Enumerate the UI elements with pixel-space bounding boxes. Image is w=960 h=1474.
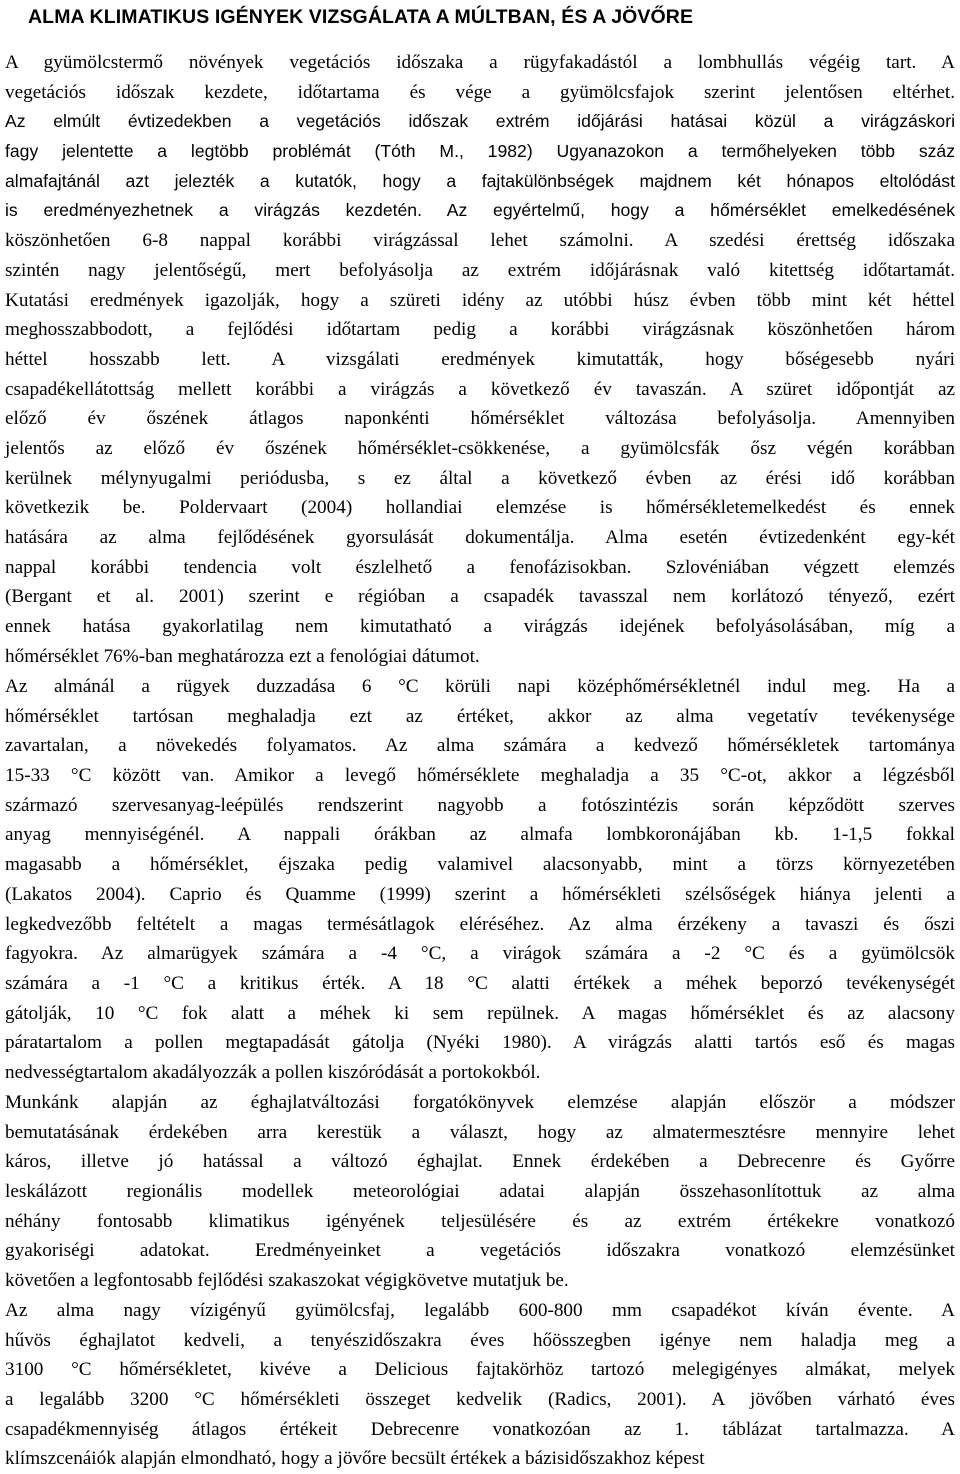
text-line: fagyokra. Az almarügyek számára a -4 °C, a virágok számára a -2 °C és a gyümölcsök: [5, 943, 955, 965]
text-line: nappal korábbi tendencia volt észlelhető a fenofázisokban. Szlovéniában végzett elemzés: [5, 556, 955, 578]
text-line: zavartalan, a növekedés folyamatos. Az alma számára a kedvező hőmérsékletek tartománya: [5, 735, 955, 757]
text-line: páratartalom a pollen megtapadását gátolja (Nyéki 1980). A virágzás alatti tartós eső és magas: [5, 1032, 955, 1054]
text-line: származó szervesanyag-leépülés rendszerint nagyobb a fotószintézis során képződött szerves: [5, 794, 955, 816]
text-line: csapadékmennyiség átlagos értékeit Debrecenre vonatkozóan az 1. táblázat tartalmazza. A: [5, 1418, 955, 1440]
text-line: hőmérséklet 76%-ban meghatározza ezt a fenológiai dátumot.: [5, 645, 480, 667]
text-line: vegetációs időszak kezdete, időtartama és vége a gyümölcsfajok szerint jelentősen eltérhet.: [5, 81, 955, 103]
text-line: kerülnek mélynyugalmi periódusba, s ez által a következő évben az érési idő korábban: [5, 467, 955, 489]
text-line: klímszcenáiók alapján elmondható, hogy a jövőre becsült értékek a bázisidőszakhoz képest: [5, 1448, 705, 1470]
text-line: Kutatási eredmények igazolják, hogy a szüreti idény az utóbbi húsz évben több mint két héttel: [5, 289, 955, 311]
text-line: almafajtánál azt jelezték a kutatók, hogy a fajtakülönbségek majdnem két hónapos eltolódást: [5, 170, 955, 191]
text-line: is eredményezhetnek a virágzás kezdetén. Az egyértelmű, hogy a hőmérséklet emelkedésének: [5, 200, 955, 221]
text-line: Munkánk alapján az éghajlatváltozási forgatókönyvek elemzése alapján először a módszer: [5, 1092, 955, 1113]
text-line: hűvös éghajlatot kedveli, a tenyészidőszakra éves hőösszegben igénye nem haladja meg a: [5, 1329, 955, 1351]
text-line: számára a -1 °C a kritikus érték. A 18 °C alatti értékek a méhek beporzó tevékenységét: [5, 972, 955, 994]
text-line: fagy jelentette a legtöbb problémát (Tóth M., 1982) Ugyanazokon a termőhelyeken több száz: [5, 141, 955, 162]
text-line: gátolják, 10 °C fok alatt a méhek ki sem repülnek. A magas hőmérséklet és az alacsony: [5, 1002, 955, 1024]
text-line: héttel hosszabb lett. A vizsgálati eredmények kimutatták, hogy bőségesebb nyári: [5, 348, 955, 370]
text-line: bemutatásának érdekében arra kerestük a választ, hogy az almatermesztésre mennyire lehet: [5, 1121, 955, 1143]
text-line: következik be. Poldervaart (2004) hollandiai elemzése is hőmérsékletemelkedést és ennek: [5, 497, 955, 519]
text-line: követően a legfontosabb fejlődési szakaszokat végigkövetve mutatjuk be.: [5, 1270, 569, 1292]
text-line: káros, illetve jó hatással a változó éghajlat. Ennek érdekében a Debrecenre és Győrre: [5, 1151, 955, 1173]
text-line: (Bergant et al. 2001) szerint e régióban a csapadék tavasszal nem korlátozó tényező, ezért: [5, 586, 955, 608]
paragraph-3: [5, 1088, 955, 1296]
text-line: meghosszabbodott, a fejlődési időtartam pedig a korábbi virágzásnak köszönhetően három: [5, 319, 955, 341]
text-line: magasabb a hőmérséklet, éjszaka pedig valamivel alacsonyabb, mint a törzs környezetében: [5, 854, 955, 876]
text-line: nedvességtartalom akadályozzák a pollen kiszóródását a portokokból.: [5, 1061, 541, 1083]
text-line: csapadékellátottság mellett korábbi a virágzás a következő év tavaszán. A szüret időpontját az: [5, 378, 955, 400]
text-line: hatására az alma fejlődésének gyorsulását dokumentálja. Alma esetén évtizedenként egy-két: [5, 527, 955, 548]
text-line: Az alma nagy vízigényű gyümölcsfaj, legalább 600-800 mm csapadékot kíván évente. A: [5, 1300, 955, 1321]
text-line: ennek hatása gyakorlatilag nem kimutatható a virágzás idejének befolyásolásában, míg a: [5, 616, 955, 638]
text-line: 15-33 °C között van. Amikor a levegő hőmérséklete meghaladja a 35 °C-ot, akkor a légzésből: [5, 765, 955, 787]
paragraph-1: [5, 48, 955, 671]
text-line: 3100 °C hőmérsékletet, kivéve a Delicious fajtakörhöz tartozó melegigényes almákat, melyek: [5, 1359, 955, 1381]
text-line: jelentős az előző év őszének hőmérséklet-csökkenése, a gyümölcsfák ősz végén korábban: [5, 437, 955, 459]
text-line: A gyümölcstermő növények vegetációs időszaka a rügyfakadástól a lombhullás végéig tart. A: [5, 52, 955, 73]
text-line: legkedvezőbb feltételt a magas termésátlagok eléréséhez. Az alma érzékeny a tavaszi és őszi: [5, 913, 955, 935]
text-line: hőmérséklet tartósan meghaladja ezt az értéket, akkor az alma vegetatív tevékenysége: [5, 705, 955, 727]
text-line: leskálázott regionális modellek meteorológiai adatai alapján összehasonlítottuk az alma: [5, 1181, 955, 1203]
text-line: néhány fontosabb klimatikus igényének teljesülésére és az extrém értékekre vonatkozó: [5, 1210, 955, 1232]
text-line: Az almánál a rügyek duzzadása 6 °C körüli napi középhőmérsékletnél indul meg. Ha a: [5, 676, 955, 697]
paragraph-2: [5, 672, 955, 1088]
text-line: anyag mennyiségénél. A nappali órákban az almafa lombkoronájában kb. 1-1,5 fokkal: [5, 824, 955, 846]
text-line: szintén nagy jelentőségű, mert befolyásolja az extrém időjárásnak való kitettség időtartamát.: [5, 259, 955, 281]
text-line: a legalább 3200 °C hőmérsékleti összeget kedvelik (Radics, 2001). A jövőben várható éves: [5, 1389, 955, 1411]
text-line: (Lakatos 2004). Caprio és Quamme (1999) szerint a hőmérsékleti szélsőségek hiánya jelenti a: [5, 883, 955, 905]
text-line: köszönhetően 6-8 nappal korábbi virágzással lehet számolni. A szedési érettség időszaka: [5, 230, 955, 252]
text-line: előző év őszének átlagos naponkénti hőmérséklet változása befolyásolja. Amennyiben: [5, 408, 955, 430]
text-line: Az elmúlt évtizedekben a vegetációs időszak extrém időjárási hatásai közül a virágzáskori: [5, 111, 955, 132]
paragraph-4: [5, 1296, 955, 1474]
document-title: ALMA KLIMATIKUS IGÉNYEK VIZSGÁLATA A MÚLTBAN, ÉS A JÖVŐRE: [28, 6, 694, 28]
text-line: gyakoriségi adatokat. Eredményeinket a vegetációs időszakra vonatkozó elemzésünket: [5, 1240, 955, 1262]
